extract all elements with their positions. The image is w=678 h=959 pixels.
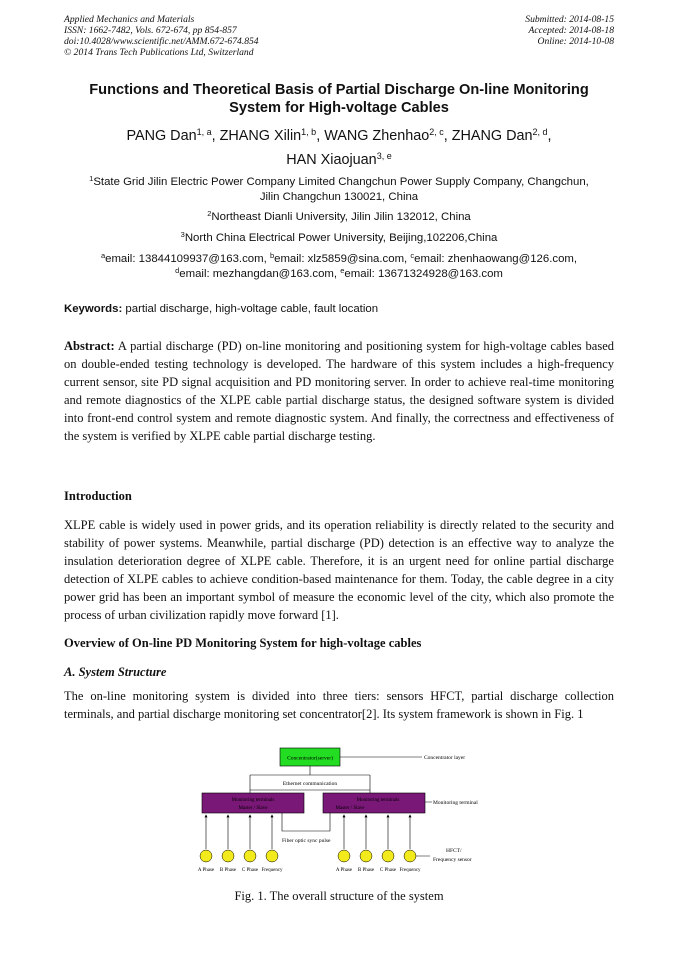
- c-phase-sensor: [244, 850, 256, 862]
- author-list: [40, 124, 638, 172]
- fiber-label: Fiber optic sync pulse: [282, 838, 331, 844]
- author-separator: ,: [316, 128, 325, 144]
- overview-text: The on-line monitoring system is divided into three tiers: sensors HFCT, partial discharge collection terminals, and partial discharge monitoring set concentrator[2]. Its system framework is shown in Fig. 1: [64, 689, 614, 722]
- issn-line: ISSN: 1662-7482, Vols. 672-674, pp 854-857: [64, 25, 237, 36]
- author-line-2: [40, 148, 638, 172]
- sensor-label: B Phase: [357, 868, 375, 873]
- ethernet-label: Ethernet communication: [282, 781, 338, 787]
- keywords-text: partial discharge, high-voltage cable, fault location: [122, 303, 379, 315]
- dates-header: [525, 14, 614, 47]
- introduction-text: XLPE cable is widely used in power grids, and its operation reliability is directly related to the security and stability of power systems. Meanwhile, partial discharge (PD) detection is an effective way to analyze the insulation deterioration degree of XLPE cable. Therefore, it is an urgent need for online partial discharge detection of XLPE cables to achieve condition-based maintenance for them. Today, the cable degree in a city power grid has been an important symbol of measure the economic level of the city, which also promote the process of urban civilization rapidly move forward [1].: [64, 518, 614, 623]
- author-sup: 2, d: [532, 127, 548, 137]
- aff-sup: 1: [89, 174, 94, 183]
- right-terminal-title: Monitoring terminals: [356, 798, 400, 803]
- introduction-heading: Introduction: [64, 489, 132, 503]
- title-line-1: Functions and Theoretical Basis of Partial Discharge On-line Monitoring: [89, 82, 589, 98]
- a-phase-sensor: [200, 850, 212, 862]
- email-sup: d: [175, 266, 180, 275]
- right-sensor-arrows: [344, 815, 410, 849]
- email-text: email: xlz5859@sina.com,: [274, 253, 411, 265]
- affiliation-1: [40, 175, 638, 205]
- author-sup: 1, b: [301, 127, 317, 137]
- email-text: email: 13671324928@163.com: [344, 268, 503, 280]
- sensor-label: Frequency: [261, 868, 283, 873]
- author-separator: ,: [443, 128, 452, 144]
- hfct-label-1: HFCT/: [446, 848, 462, 854]
- copyright-line: © 2014 Trans Tech Publications Ltd, Switzerland: [64, 47, 254, 58]
- sensor-label: A Phase: [335, 868, 353, 873]
- right-sensors: [336, 850, 421, 873]
- keywords-label: Keywords:: [64, 303, 123, 315]
- a-phase-sensor: [338, 850, 350, 862]
- aff-text: State Grid Jilin Electric Power Company Limited Changchun Power Supply Company, Changchun,: [93, 176, 589, 188]
- author-name: PANG Dan: [126, 128, 197, 144]
- left-terminal-title: Monitoring terminals: [231, 798, 275, 803]
- left-terminal-mode: Master / Slave: [238, 806, 268, 811]
- b-phase-sensor: [222, 850, 234, 862]
- author-separator: ,: [211, 128, 220, 144]
- hfct-label-2: Frequency sensor: [433, 857, 472, 863]
- c-phase-sensor: [382, 850, 394, 862]
- author-separator: ,: [547, 128, 552, 144]
- aff-sup: 3: [180, 230, 185, 239]
- journal-name: Applied Mechanics and Materials: [64, 14, 195, 25]
- frequency-sensor: [404, 850, 416, 862]
- aff-text: Northeast Dianli University, Jilin Jilin 132012, China: [211, 211, 471, 223]
- aff-text: Jilin Changchun 130021, China: [259, 191, 419, 203]
- paper-title: [40, 81, 638, 117]
- author-sup: 3, e: [376, 151, 392, 161]
- accepted-date: Accepted: 2014-08-18: [528, 25, 614, 36]
- system-structure-heading: A. System Structure: [64, 665, 167, 679]
- email-sup: c: [410, 251, 415, 260]
- sensor-label: A Phase: [197, 868, 215, 873]
- title-line-2: System for High-voltage Cables: [229, 100, 449, 116]
- keywords: [64, 303, 378, 315]
- left-sensors: [198, 850, 283, 873]
- author-sup: 1, a: [196, 127, 212, 137]
- sensor-label: B Phase: [219, 868, 237, 873]
- author-name: WANG Zhenhao: [324, 128, 430, 144]
- journal-header: [64, 14, 259, 58]
- abstract: [64, 337, 614, 446]
- author-line-1: [40, 124, 638, 148]
- left-sensor-arrows: [206, 815, 272, 849]
- fiber-sync-line: [282, 813, 330, 831]
- submitted-date: Submitted: 2014-08-15: [525, 14, 614, 25]
- sensor-label: C Phase: [241, 868, 259, 873]
- concentrator-label: Concentrator(server): [287, 755, 333, 762]
- concentrator-layer-label: Concentrator layer: [424, 755, 466, 761]
- email-sup: b: [269, 251, 275, 260]
- monitoring-terminal-label: Monitoring terminal: [433, 800, 478, 806]
- sensor-label: Frequency: [399, 868, 421, 873]
- email-sup: e: [340, 266, 345, 275]
- author-name: HAN Xiaojuan: [286, 152, 377, 168]
- author-sup: 2, c: [429, 127, 444, 137]
- overview-heading: Overview of On-line PD Monitoring System for high-voltage cables: [64, 636, 422, 650]
- affiliation-3: [40, 231, 638, 246]
- aff-text: North China Electrical Power University, Beijing,102206,China: [184, 232, 498, 244]
- figure-caption: Fig. 1. The overall structure of the system: [234, 889, 444, 903]
- email-text: email: 13844109937@163.com,: [105, 253, 270, 265]
- author-name: ZHANG Xilin: [219, 128, 302, 144]
- affiliation-2: [40, 210, 638, 225]
- email-text: email: mezhangdan@163.com,: [179, 268, 341, 280]
- author-name: ZHANG Dan: [451, 128, 533, 144]
- email-list: [40, 252, 638, 282]
- email-sup: a: [100, 251, 106, 260]
- email-text: email: zhenhaowang@126.com,: [414, 253, 578, 265]
- b-phase-sensor: [360, 850, 372, 862]
- aff-sup: 2: [207, 209, 212, 218]
- frequency-sensor: [266, 850, 278, 862]
- abstract-label: Abstract:: [64, 339, 115, 353]
- online-date: Online: 2014-10-08: [537, 36, 614, 47]
- sensor-label: C Phase: [379, 868, 397, 873]
- system-structure-figure: [190, 745, 490, 877]
- right-terminal-mode: Master / Slave: [335, 806, 365, 811]
- abstract-text: A partial discharge (PD) on-line monitoring and positioning system for high-voltage cables based on double-ended testing technology is developed. The hardware of this system includes a high-frequency current sensor, site PD signal acquisition and PD monitoring server. In order to achieve real-time monitoring and remote diagnostics of the XLPE cable partial discharge status, the designed software system is divided into front-end control system and remote diagnostic system. And finally, the correctness and effectiveness of the system is verified by XLPE cable partial discharge testing.: [64, 339, 614, 444]
- doi-line: doi:10.4028/www.scientific.net/AMM.672-674.854: [64, 36, 259, 47]
